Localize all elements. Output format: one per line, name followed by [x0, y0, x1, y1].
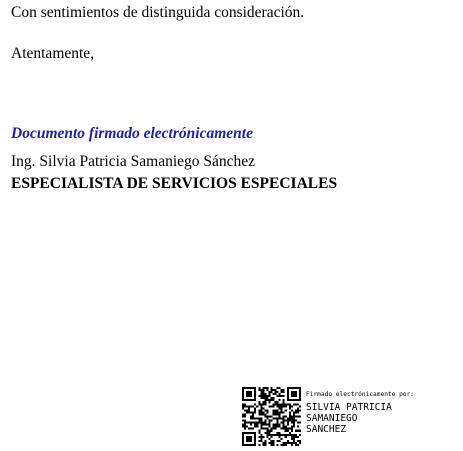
stamp-signer-name: [306, 402, 392, 435]
signer-name: Ing. Silvia Patricia Samaniego Sánchez: [11, 153, 256, 170]
stamp-caption: Firmado electrónicamente por:: [306, 391, 415, 398]
salutation: Atentamente,: [11, 45, 95, 62]
stamp-name-line: SILVIA PATRICIA: [306, 402, 392, 413]
signer-title: ESPECIALISTA DE SERVICIOS ESPECIALES: [11, 175, 338, 192]
electronic-signature-stamp: [242, 387, 457, 447]
stamp-name-line: SANCHEZ: [306, 424, 347, 435]
electronic-signature-note: Documento firmado electrónicamente: [11, 125, 253, 142]
stamp-name-line: SAMANIEGO: [306, 413, 358, 424]
closing-line: Con sentimientos de distinguida consideración.: [11, 4, 305, 21]
qr-code-icon: [242, 387, 301, 446]
